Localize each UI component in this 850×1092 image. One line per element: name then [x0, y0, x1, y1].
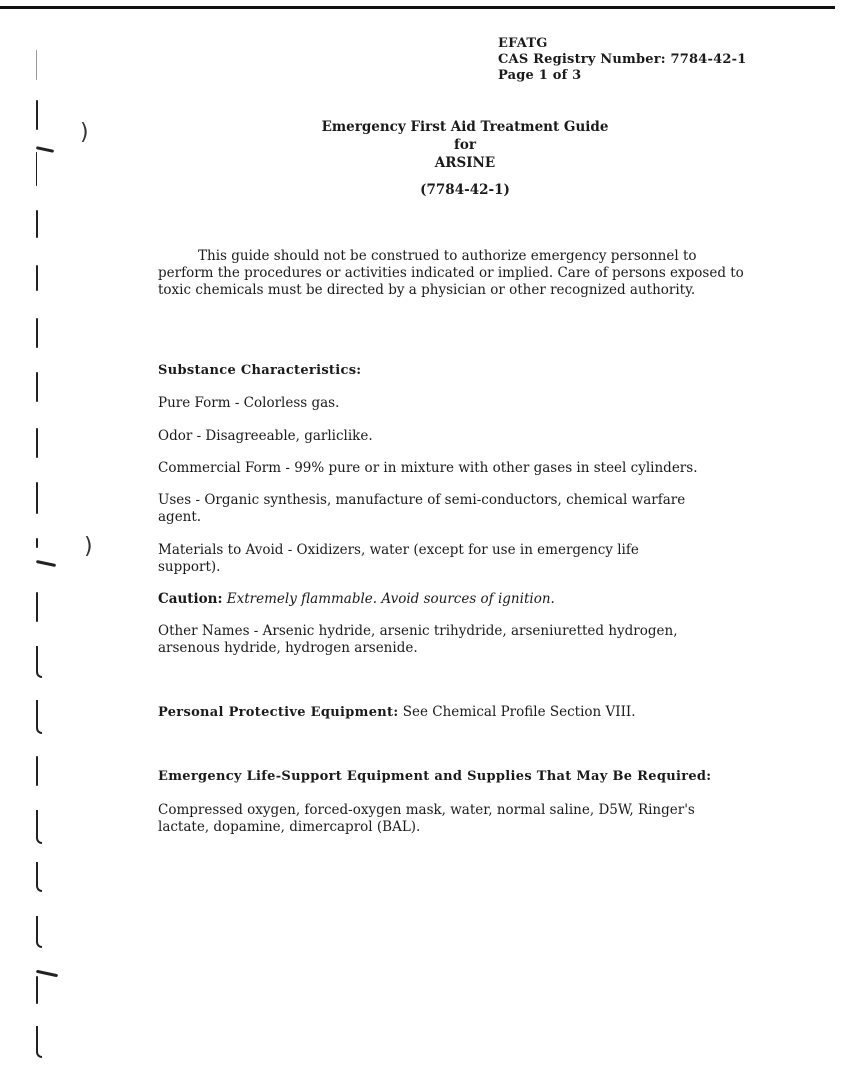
binding-mark — [36, 560, 56, 567]
caution-label: Caution: — [158, 591, 223, 607]
title-line: Emergency First Aid Treatment Guide — [321, 119, 609, 135]
binding-mark — [36, 265, 38, 291]
materials-to-avoid: Materials to Avoid - Oxidizers, water (except for use in emergency life support). — [158, 542, 639, 575]
title-cas-number: (7784-42-1) — [420, 182, 510, 198]
pure-form: Pure Form - Colorless gas. — [158, 395, 340, 411]
binding-mark — [36, 152, 37, 186]
caution — [158, 591, 748, 608]
binding-mark — [36, 756, 38, 786]
binding-mark — [36, 646, 42, 678]
page-number: Page 1 of 3 — [498, 68, 582, 83]
other-names: Other Names - Arsenic hydride, arsenic trihydride, arseniuretted hydrogen, arsenous hydride, hydrogen arsenide. — [158, 623, 678, 656]
ppe-section — [158, 704, 748, 721]
substance-characteristics-heading: Substance Characteristics: — [158, 363, 362, 378]
substance-name: ARSINE — [434, 155, 496, 171]
document-header — [498, 36, 746, 84]
disclaimer-text: This guide should not be construed to authorize emergency personnel to perform the procedures or activities indicated or implied. Care of persons exposed to toxic chemicals must be directed by a physician or other recognized authority. — [158, 248, 744, 298]
binding-mark — [36, 100, 38, 130]
header-code: EFATG — [498, 36, 548, 51]
title-line: for — [454, 137, 476, 153]
binding-mark — [36, 146, 54, 153]
binding-mark — [36, 210, 38, 238]
top-rule — [0, 6, 835, 9]
binding-mark — [36, 916, 42, 948]
ppe-heading: Personal Protective Equipment: — [158, 705, 399, 720]
binding-mark — [36, 50, 37, 80]
binding-mark — [36, 1026, 42, 1058]
binding-mark — [36, 428, 38, 458]
binding-mark: ) — [84, 534, 93, 559]
binding-mark — [36, 482, 38, 514]
binding-mark: ) — [80, 120, 89, 145]
binding-mark — [36, 318, 38, 348]
binding-mark — [36, 700, 42, 734]
document-title — [300, 118, 630, 172]
cas-registry-number: CAS Registry Number: 7784-42-1 — [498, 52, 747, 67]
life-support-text: Compressed oxygen, forced-oxygen mask, water, normal saline, D5W, Ringer's lactate, dopamine, dimercaprol (BAL). — [158, 802, 695, 835]
life-support-heading: Emergency Life-Support Equipment and Supplies That May Be Required: — [158, 769, 712, 784]
binding-mark — [36, 592, 38, 622]
commercial-form: Commercial Form - 99% pure or in mixture with other gases in steel cylinders. — [158, 460, 698, 476]
caution-text: Extremely flammable. Avoid sources of ignition. — [226, 591, 555, 607]
binding-mark — [36, 810, 42, 844]
binding-mark — [36, 976, 38, 1004]
binding-mark — [36, 538, 38, 548]
disclaimer-paragraph — [158, 248, 748, 299]
ppe-text: See Chemical Profile Section VIII. — [402, 704, 636, 720]
odor: Odor - Disagreeable, garliclike. — [158, 428, 373, 444]
binding-mark — [36, 862, 42, 892]
binding-mark — [36, 372, 38, 402]
uses: Uses - Organic synthesis, manufacture of semi-conductors, chemical warfare agent. — [158, 492, 686, 525]
binding-mark — [36, 970, 58, 978]
